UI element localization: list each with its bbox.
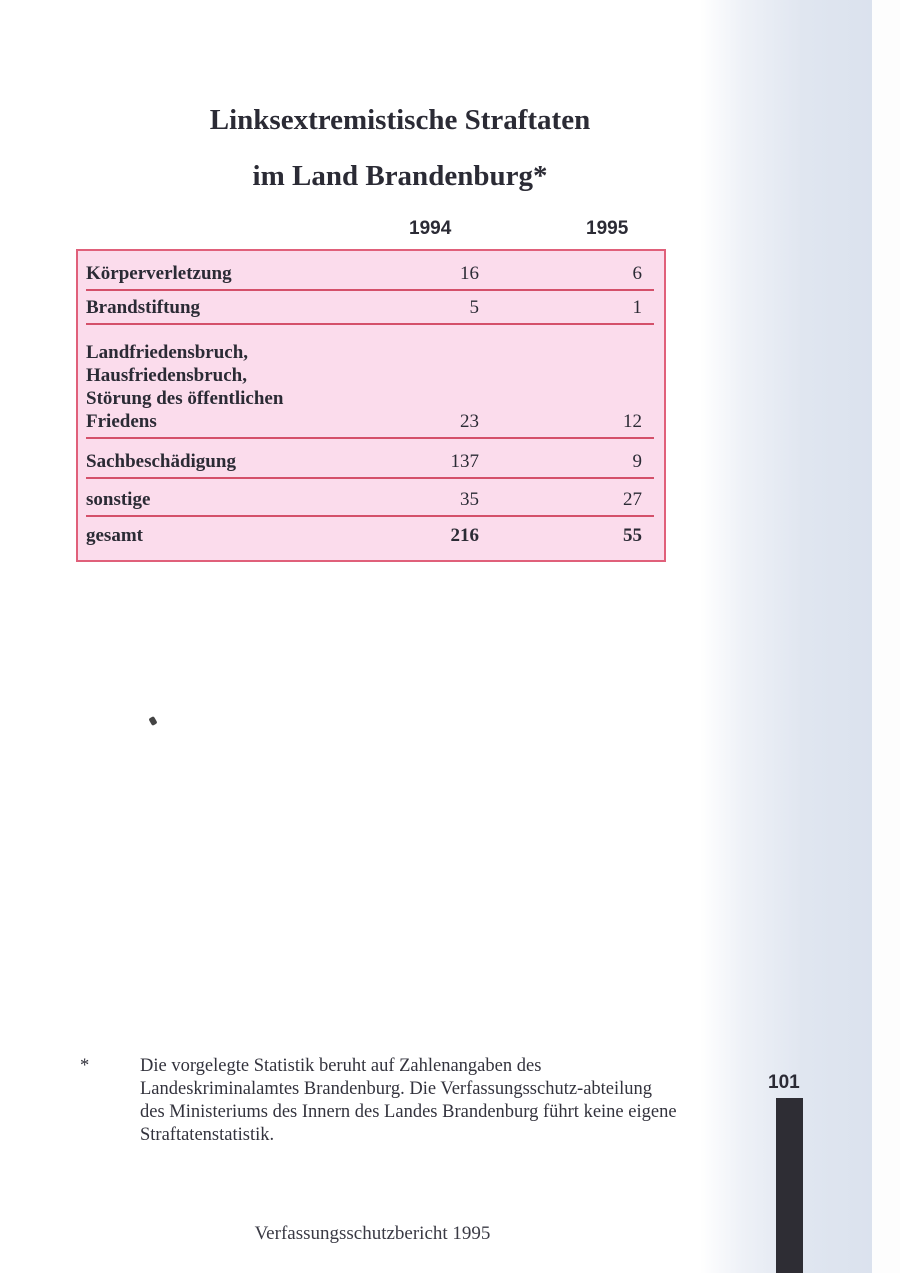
- page-title: Linksextremistische Straftaten: [209, 104, 591, 136]
- value-1995: 55: [623, 525, 642, 546]
- row-label-line: Störung des öffentlichen: [86, 388, 284, 409]
- table-row: [86, 253, 654, 291]
- row-label: Sachbeschädigung: [86, 451, 236, 472]
- row-label: gesamt: [86, 525, 143, 546]
- statistics-table: [76, 249, 666, 562]
- value-1994: 23: [460, 411, 479, 432]
- row-label: Brandstiftung: [86, 297, 201, 318]
- page-subtitle: im Land Brandenburg*: [252, 160, 548, 192]
- page-edge: [872, 0, 900, 1273]
- value-1995: 12: [623, 411, 642, 432]
- value-1994: 216: [450, 525, 479, 546]
- scan-artifact: [148, 716, 157, 726]
- page-footer: Verfassungsschutzbericht 1995: [254, 1223, 491, 1244]
- row-label-line: Hausfriedensbruch,: [86, 365, 247, 386]
- row-label: sonstige: [86, 489, 151, 510]
- footnote-text: Die vorgelegte Statistik beruht auf Zahlenangaben des Landeskriminalamtes Brandenburg. Die Verfassungsschutz-abteilung des Ministeriums des Innern des Landes Brandenburg führt keine eigene Straftatenstatistik.: [140, 1056, 677, 1145]
- row-label: Körperverletzung: [86, 263, 232, 284]
- value-1995: 1: [632, 297, 642, 318]
- row-label: [86, 341, 283, 433]
- row-label-line: Friedens: [86, 411, 157, 432]
- value-1994: 16: [460, 263, 479, 284]
- row-label-line: Landfriedensbruch,: [86, 342, 249, 363]
- page-number: 101: [768, 1072, 800, 1093]
- value-1994: 137: [450, 451, 479, 472]
- value-1994: 5: [469, 297, 479, 318]
- value-1995: 27: [623, 489, 642, 510]
- table-row: [86, 325, 654, 439]
- table-row: [86, 291, 654, 325]
- column-header-1995: 1995: [586, 218, 629, 239]
- page-tab-marker: [776, 1098, 803, 1273]
- column-header-1994: 1994: [409, 218, 452, 239]
- footnote-marker: *: [80, 1056, 90, 1076]
- value-1994: 35: [460, 489, 479, 510]
- value-1995: 9: [632, 451, 642, 472]
- table-row-total: [86, 517, 654, 551]
- table-row: [86, 479, 654, 517]
- table-row: [86, 439, 654, 479]
- value-1995: 6: [632, 263, 642, 284]
